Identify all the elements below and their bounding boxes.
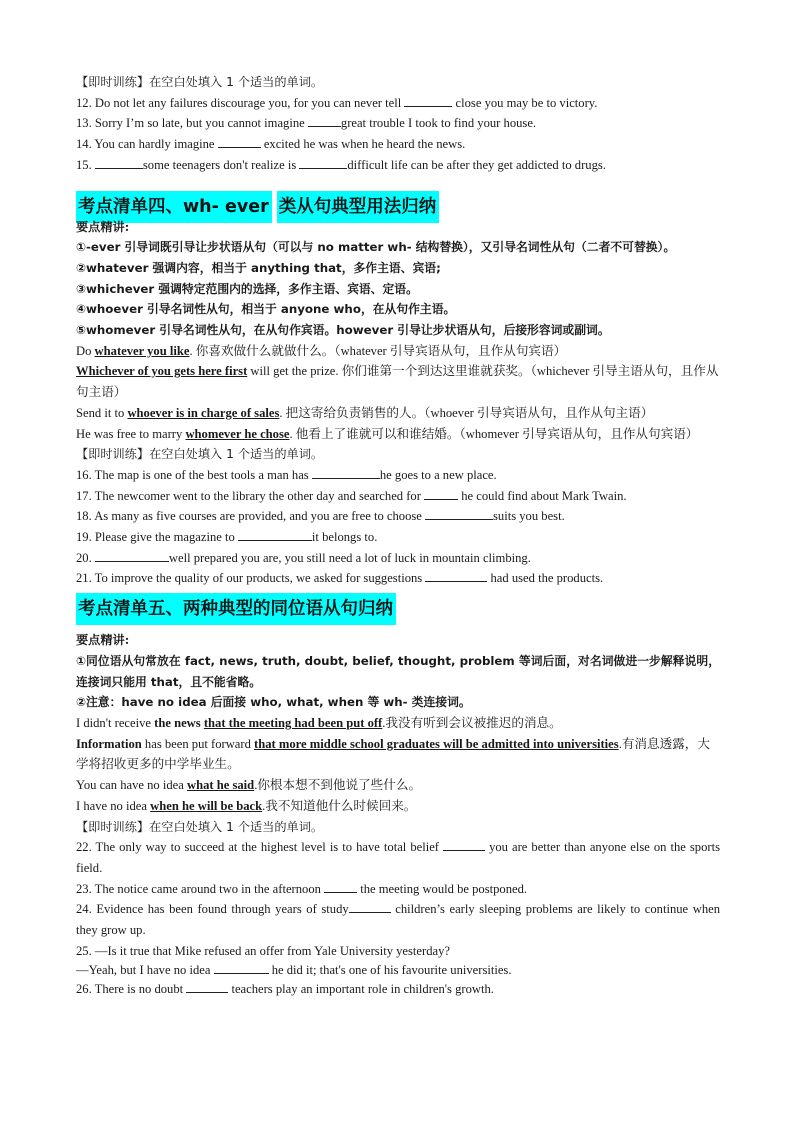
exercise-item: 23. The notice came around two in the afternoon the meeting would be postponed.: [76, 879, 720, 900]
answer-blank[interactable]: [308, 113, 341, 127]
exercise-heading: 【即时训练】在空白处填入 1 个适当的单词。: [76, 819, 324, 834]
example-sentence: I didn't receive the news that the meeting had been put off.我没有听到会议被推迟的消息。: [76, 715, 562, 730]
example-sentence: You can have no idea what he said.你根本想不到他说了些什么。: [76, 778, 422, 793]
exercise-item: 22. The only way to succeed at the highest level is to have total belief you are better than anyone else on the sports field.: [76, 837, 720, 878]
exercise-item: 19. Please give the magazine to it belongs to.: [76, 527, 720, 548]
key-point: ④whoever 引导名词性从句，相当于 anyone who，在从句作主语。: [76, 302, 456, 317]
exercise-item: 12. Do not let any failures discourage you, for you can never tell close you may be to victory.: [76, 93, 720, 114]
exercise-item: 17. The newcomer went to the library the other day and searched for he could find about Mark Twain.: [76, 486, 720, 507]
key-point: ①-ever 引导词既引导让步状语从句（可以与 no matter wh- 结构替换），又引导名词性从句（二者不可替换）。: [76, 240, 676, 255]
key-point: ②whatever 强调内容，相当于 anything that，多作主语、宾语;: [76, 260, 441, 275]
example-sentence: He was free to marry whomever he chose. 他看上了谁就可以和谁结婚。（whomever 引导宾语从句，且作从句宾语）: [76, 426, 699, 441]
section-heading: 考点清单五、两种典型的同位语从句归纳: [76, 593, 720, 625]
answer-blank[interactable]: [214, 960, 269, 974]
section-heading: 考点清单四、wh- ever 类从句典型用法归纳: [76, 180, 720, 212]
exercise-item: 20. well prepared you are, you still need a lot of luck in mountain climbing.: [76, 548, 720, 569]
exercise-item: —Yeah, but I have no idea he did it; that's one of his favourite universities.: [76, 960, 720, 979]
answer-blank[interactable]: [424, 486, 458, 500]
key-points-label: 要点精讲:: [76, 633, 130, 648]
answer-blank[interactable]: [95, 548, 169, 562]
key-point: ③whichever 强调特定范围内的选择，多作主语、宾语、定语。: [76, 281, 418, 296]
example-sentence: Send it to whoever is in charge of sales. 把这寄给负责销售的人。（whoever 引导宾语从句，且作从句主语）: [76, 405, 654, 420]
answer-blank[interactable]: [425, 568, 487, 582]
exercise-item: 13. Sorry I’m so late, but you cannot imagine great trouble I took to find your house.: [76, 113, 720, 134]
answer-blank[interactable]: [404, 93, 452, 107]
exercise-item: 26. There is no doubt teachers play an important role in children's growth.: [76, 979, 720, 998]
answer-blank[interactable]: [186, 979, 228, 993]
exercise-heading: 【即时训练】在空白处填入 1 个适当的单词。: [76, 447, 324, 462]
key-point: ⑤whomever 引导名词性从句，在从句作宾语。however 引导让步状语从句，后接形容词或副词。: [76, 323, 610, 338]
answer-blank[interactable]: [218, 134, 261, 148]
example-sentence: Whichever of you gets here first will get the prize. 你们谁第一个到达这里谁就获奖。（whichever 引导主语从句，且作从句主语）: [76, 364, 719, 400]
answer-blank[interactable]: [349, 899, 391, 913]
answer-blank[interactable]: [312, 465, 380, 479]
example-sentence: I have no idea when he will be back.我不知道他什么时候回来。: [76, 798, 417, 813]
answer-blank[interactable]: [95, 155, 143, 169]
exercise-item: 25. —Is it true that Mike refused an offer from Yale University yesterday?: [76, 943, 450, 958]
document-page: [76, 72, 720, 998]
example-sentence: Do whatever you like. 你喜欢做什么就做什么。（whatever 引导宾语从句，且作从句宾语）: [76, 343, 567, 358]
answer-blank[interactable]: [238, 527, 312, 541]
key-point: ①同位语从句常放在 fact, news, truth, doubt, belief, thought, problem 等词后面，对名词做进一步解释说明，连接词只能用 that，且不能省略。: [76, 653, 720, 689]
answer-blank[interactable]: [425, 506, 493, 520]
answer-blank[interactable]: [324, 879, 357, 893]
key-point: ②注意：have no idea 后面接 who, what, when 等 wh- 类连接词。: [76, 695, 471, 710]
exercise-item: 24. Evidence has been found through years of study children’s early sleeping problems are likely to continue when they grow up.: [76, 899, 720, 940]
answer-blank[interactable]: [443, 837, 485, 851]
exercise-item: 21. To improve the quality of our products, we asked for suggestions had used the products.: [76, 568, 720, 589]
key-points-label: 要点精讲:: [76, 219, 130, 234]
answer-blank[interactable]: [299, 155, 347, 169]
exercise-item: 15. some teenagers don't realize is difficult life can be after they get addicted to drugs.: [76, 155, 720, 176]
exercise-heading: 【即时训练】在空白处填入 1 个适当的单词。: [76, 75, 324, 89]
exercise-item: 16. The map is one of the best tools a man has he goes to a new place.: [76, 465, 720, 486]
example-sentence: Information has been put forward that more middle school graduates will be admitted into universities.有消息透露，大学将招收更多的中学毕业生。: [76, 736, 710, 772]
exercise-item: 14. You can hardly imagine excited he was when he heard the news.: [76, 134, 720, 155]
exercise-item: 18. As many as five courses are provided, and you are free to choose suits you best.: [76, 506, 720, 527]
